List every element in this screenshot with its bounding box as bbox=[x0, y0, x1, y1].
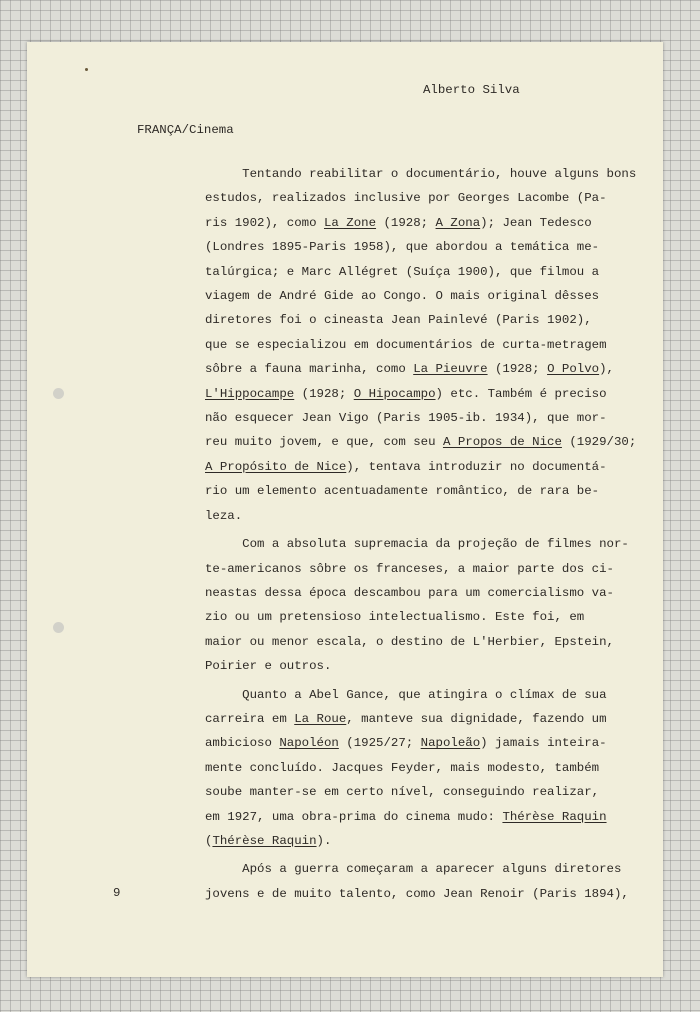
underlined-title: Napoleão bbox=[420, 736, 481, 751]
text-run: , manteve sua dignidade, fazendo um bbox=[346, 711, 607, 726]
author-name: Alberto Silva bbox=[423, 83, 520, 97]
text-line bbox=[205, 430, 636, 454]
text-line bbox=[205, 532, 636, 556]
underlined-title: La Pieuvre bbox=[413, 362, 488, 377]
text-run: ambicioso bbox=[205, 736, 280, 751]
text-run: reu muito jovem, e que, com seu bbox=[205, 435, 443, 450]
text-run: neastas dessa época descambou para um comercialismo va- bbox=[205, 585, 614, 600]
text-run: (Londres 1895-Paris 1958), que abordou a temática me- bbox=[205, 240, 600, 255]
text-run: mente concluído. Jacques Feyder, mais modesto, também bbox=[205, 760, 600, 775]
text-line bbox=[205, 382, 636, 406]
text-run: Após a guerra começaram a aparecer alguns diretores bbox=[205, 862, 622, 877]
text-run: Com a absoluta supremacia da projeção de filmes nor- bbox=[205, 537, 629, 552]
text-run: carreira em bbox=[205, 711, 295, 726]
text-run: soube manter-se em certo nível, conseguindo realizar, bbox=[205, 785, 600, 800]
text-run: ), bbox=[599, 362, 614, 377]
text-line bbox=[205, 805, 636, 829]
text-run: em 1927, uma obra-prima do cinema mudo: bbox=[205, 809, 503, 824]
paragraph bbox=[205, 532, 636, 678]
text-line bbox=[205, 504, 636, 528]
text-line bbox=[205, 357, 636, 381]
text-run: maior ou menor escala, o destino de L'Herbier, Epstein, bbox=[205, 634, 614, 649]
text-line bbox=[205, 479, 636, 503]
punch-hole-top bbox=[53, 388, 64, 399]
text-line bbox=[205, 557, 636, 581]
text-line bbox=[205, 455, 636, 479]
text-line bbox=[205, 707, 636, 731]
text-run: (1928; bbox=[487, 362, 548, 377]
text-run: ); Jean Tedesco bbox=[480, 215, 592, 230]
underlined-title: A Propósito de Nice bbox=[205, 459, 347, 474]
paragraph bbox=[205, 683, 636, 854]
underlined-title: A Zona bbox=[435, 215, 481, 230]
text-run: ) etc. Também é preciso bbox=[435, 386, 607, 401]
text-run: sôbre a fauna marinha, como bbox=[205, 362, 414, 377]
underlined-title: Napoléon bbox=[279, 736, 339, 751]
text-run: (1928; bbox=[294, 386, 354, 401]
text-line bbox=[205, 235, 636, 259]
text-line bbox=[205, 829, 636, 853]
text-run: ( bbox=[205, 833, 213, 848]
text-run: ). bbox=[316, 833, 332, 848]
text-run: (1928; bbox=[376, 215, 436, 230]
text-run: Quanto a Abel Gance, que atingira o clímax de sua bbox=[205, 687, 607, 702]
text-line bbox=[205, 260, 636, 284]
text-run: leza. bbox=[205, 508, 243, 523]
text-line bbox=[205, 731, 636, 755]
text-line bbox=[205, 605, 636, 629]
text-run: (1925/27; bbox=[338, 736, 421, 751]
paragraph bbox=[205, 162, 636, 528]
section-heading: FRANÇA/Cinema bbox=[137, 123, 234, 137]
text-line bbox=[205, 683, 636, 707]
punch-hole-bottom bbox=[53, 622, 64, 633]
underlined-title: A Propos de Nice bbox=[442, 435, 562, 450]
text-run: talúrgica; e Marc Allégret (Suíça 1900), que filmou a bbox=[205, 264, 600, 279]
text-run: Poirier e outros. bbox=[205, 659, 332, 674]
text-line bbox=[205, 857, 636, 881]
underlined-title: O Hipocampo bbox=[353, 386, 436, 401]
text-run: não esquecer Jean Vigo (Paris 1905-ib. 1934), que mor- bbox=[205, 411, 607, 426]
text-line bbox=[205, 780, 636, 804]
underlined-title: Thérèse Raquin bbox=[502, 809, 607, 824]
text-run: Tentando reabilitar o documentário, houve alguns bons bbox=[205, 167, 637, 181]
text-run: que se especializou em documentários de curta-metragem bbox=[205, 337, 607, 352]
ink-speck bbox=[85, 68, 88, 71]
underlined-title: La Roue bbox=[294, 711, 347, 726]
underlined-title: L'Hippocampe bbox=[205, 386, 295, 401]
text-run: ) jamais inteira- bbox=[480, 736, 607, 751]
text-run: zio ou um pretensioso intelectualismo. Este foi, em bbox=[205, 610, 585, 625]
underlined-title: La Zone bbox=[323, 215, 377, 230]
text-run: viagem de André Gide ao Congo. O mais original dêsses bbox=[205, 289, 600, 304]
text-run: te-americanos sôbre os franceses, a maior parte dos ci- bbox=[205, 561, 614, 576]
text-line bbox=[205, 756, 636, 780]
text-run: ris 1902), como bbox=[205, 215, 324, 230]
text-line bbox=[205, 581, 636, 605]
text-run: diretores foi o cineasta Jean Painlevé (Paris 1902), bbox=[205, 313, 592, 328]
text-run: estudos, realizados inclusive por Georges Lacombe (Pa- bbox=[205, 191, 607, 206]
page-number: 9 bbox=[113, 886, 121, 900]
underlined-title: O Polvo bbox=[547, 362, 600, 377]
text-line bbox=[205, 211, 636, 235]
text-run: ), tentava introduzir no documentá- bbox=[346, 459, 607, 474]
text-line bbox=[205, 333, 636, 357]
paragraph bbox=[205, 857, 636, 906]
text-line bbox=[205, 630, 636, 654]
text-line bbox=[205, 406, 636, 430]
text-line bbox=[205, 654, 636, 678]
text-run: jovens e de muito talento, como Jean Renoir (Paris 1894), bbox=[205, 886, 629, 901]
text-line bbox=[205, 162, 636, 186]
underlined-title: Thérèse Raquin bbox=[212, 833, 317, 848]
text-line bbox=[205, 882, 636, 906]
text-run: (1929/30; bbox=[561, 435, 637, 450]
text-line bbox=[205, 284, 636, 308]
body-text bbox=[205, 162, 636, 906]
text-line bbox=[205, 186, 636, 210]
document-page bbox=[27, 42, 663, 977]
text-line bbox=[205, 308, 636, 332]
text-run: rio um elemento acentuadamente romântico, de rara be- bbox=[205, 484, 600, 499]
